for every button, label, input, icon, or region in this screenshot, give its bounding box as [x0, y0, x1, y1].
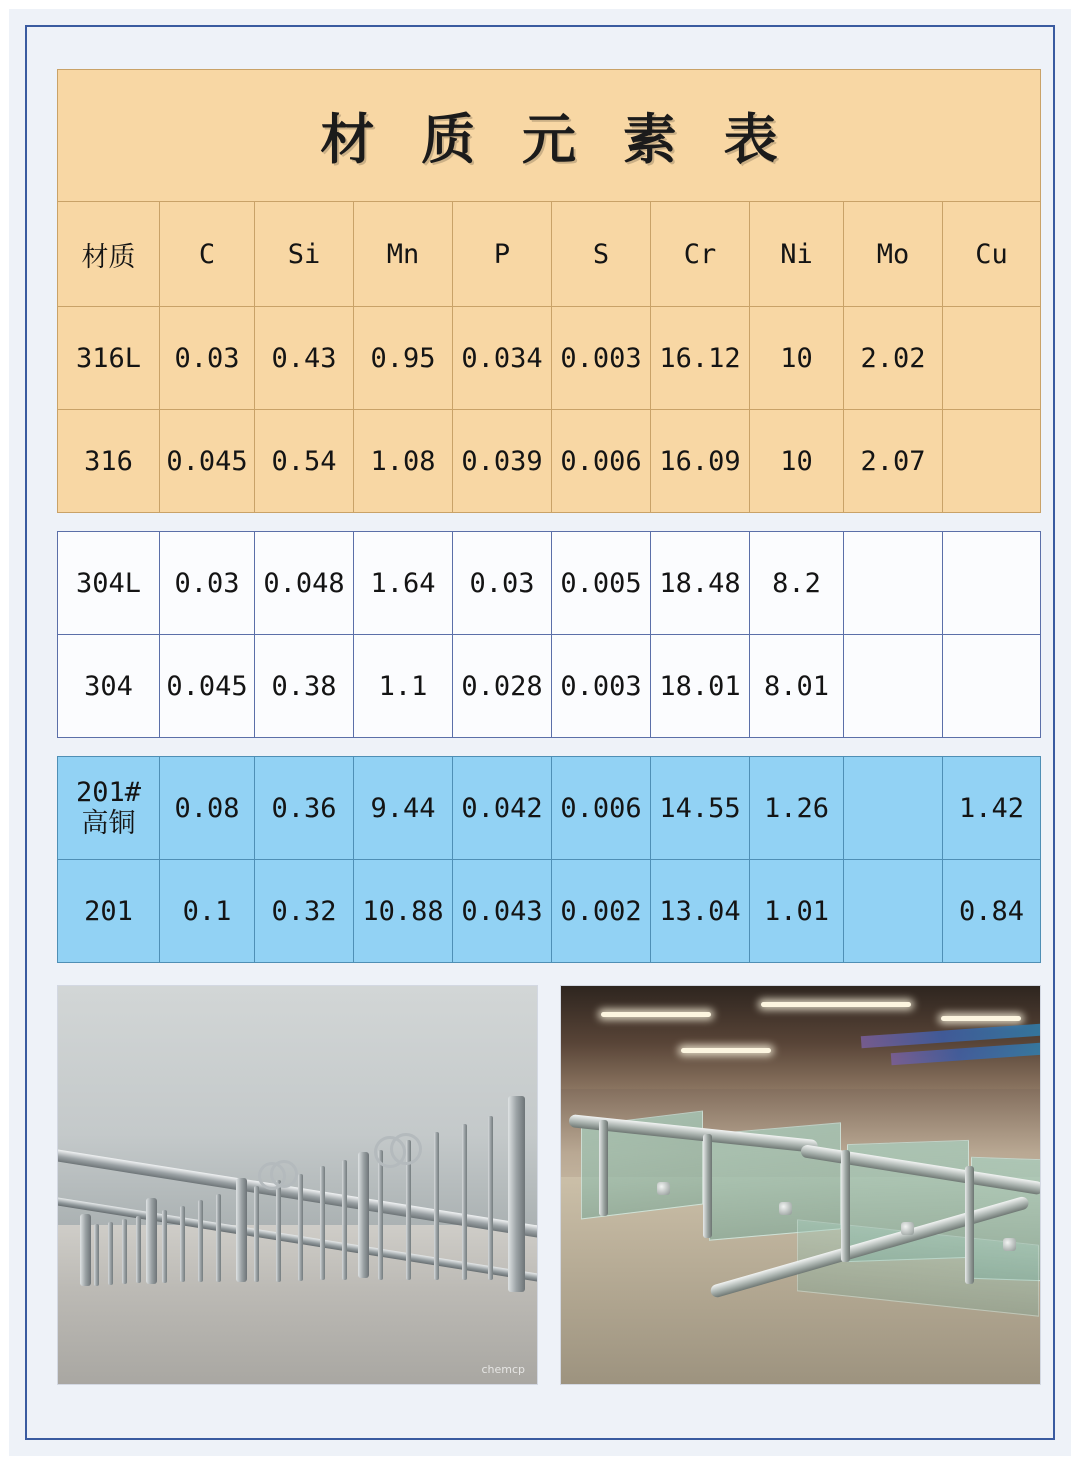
table-row	[58, 410, 1041, 513]
cell-material: 316	[58, 410, 160, 513]
railing-baluster	[180, 1206, 185, 1282]
cell-s: 0.002	[552, 860, 651, 963]
balustrade-post	[841, 1150, 850, 1262]
cell-mo	[844, 757, 943, 860]
photo-bridge-railing	[57, 985, 538, 1385]
cell-cr: 18.01	[651, 635, 750, 738]
cell-p: 0.042	[453, 757, 552, 860]
railing-post	[236, 1178, 247, 1282]
railing-baluster	[488, 1116, 493, 1280]
cell-c: 0.045	[160, 410, 255, 513]
column-header-cr: Cr	[651, 202, 750, 307]
material-table-201	[57, 756, 1041, 963]
table-row	[58, 532, 1041, 635]
cell-cu	[943, 635, 1041, 738]
material-table-316	[57, 201, 1041, 513]
railing-post	[80, 1214, 91, 1286]
table-row	[58, 757, 1041, 860]
railing-baluster	[198, 1200, 203, 1282]
cell-cr: 16.09	[651, 410, 750, 513]
cell-si: 0.43	[255, 307, 354, 410]
railing-ring-decoration	[390, 1133, 422, 1165]
cell-s: 0.003	[552, 635, 651, 738]
railing-post	[146, 1198, 157, 1284]
railing-baluster	[136, 1216, 141, 1283]
cell-ni: 1.26	[750, 757, 844, 860]
poster-content	[57, 69, 1041, 1385]
page-title: 材 质 元 素 表	[320, 107, 792, 171]
cell-p: 0.039	[453, 410, 552, 513]
cell-mn: 1.64	[354, 532, 453, 635]
cell-c: 0.08	[160, 757, 255, 860]
cell-mo	[844, 860, 943, 963]
photo-mall-balustrade	[560, 985, 1041, 1385]
cell-cu	[943, 307, 1041, 410]
cell-cr: 16.12	[651, 307, 750, 410]
cell-cr: 13.04	[651, 860, 750, 963]
glass-clamp	[1003, 1238, 1016, 1251]
cell-material: 201	[58, 860, 160, 963]
cell-cr: 14.55	[651, 757, 750, 860]
balustrade-post	[703, 1134, 712, 1238]
column-header-mn: Mn	[354, 202, 453, 307]
cell-cr: 18.48	[651, 532, 750, 635]
cell-mn: 9.44	[354, 757, 453, 860]
cell-mn: 1.08	[354, 410, 453, 513]
table-row	[58, 860, 1041, 963]
railing-baluster	[276, 1180, 281, 1282]
cell-mn: 1.1	[354, 635, 453, 738]
balustrade-post	[599, 1120, 608, 1216]
cell-material: 201# 高铜	[58, 757, 160, 860]
cell-si: 0.38	[255, 635, 354, 738]
cell-si: 0.36	[255, 757, 354, 860]
cell-s: 0.006	[552, 757, 651, 860]
column-header-cu: Cu	[943, 202, 1041, 307]
railing-baluster	[122, 1219, 127, 1284]
material-table-304	[57, 531, 1041, 738]
cell-ni: 8.2	[750, 532, 844, 635]
cell-cu	[943, 532, 1041, 635]
column-header-c: C	[160, 202, 255, 307]
glass-clamp	[779, 1202, 792, 1215]
railing-baluster	[462, 1124, 467, 1280]
cell-p: 0.028	[453, 635, 552, 738]
cell-si: 0.54	[255, 410, 354, 513]
railing-post	[508, 1096, 525, 1292]
table-header-row	[58, 202, 1041, 307]
cell-cu: 0.84	[943, 860, 1041, 963]
balustrade-post	[965, 1166, 974, 1284]
cell-si: 0.32	[255, 860, 354, 963]
cell-p: 0.043	[453, 860, 552, 963]
ceiling-light	[601, 1012, 711, 1017]
cell-s: 0.006	[552, 410, 651, 513]
photo-row	[57, 985, 1041, 1385]
cell-si: 0.048	[255, 532, 354, 635]
cell-cu	[943, 410, 1041, 513]
railing-baluster	[298, 1174, 303, 1281]
column-header-ni: Ni	[750, 202, 844, 307]
cell-mo: 2.02	[844, 307, 943, 410]
cell-s: 0.003	[552, 307, 651, 410]
railing-baluster	[216, 1194, 221, 1282]
cell-s: 0.005	[552, 532, 651, 635]
cell-cu: 1.42	[943, 757, 1041, 860]
cell-mn: 0.95	[354, 307, 453, 410]
railing-baluster	[94, 1224, 99, 1286]
column-header-s: S	[552, 202, 651, 307]
ceiling-light	[681, 1048, 771, 1053]
table-row	[58, 635, 1041, 738]
cell-c: 0.045	[160, 635, 255, 738]
column-header-p: P	[453, 202, 552, 307]
column-header-material: 材质	[58, 202, 160, 307]
cell-mo	[844, 532, 943, 635]
cell-mo: 2.07	[844, 410, 943, 513]
column-header-mo: Mo	[844, 202, 943, 307]
cell-c: 0.1	[160, 860, 255, 963]
title-band	[57, 69, 1041, 201]
railing-baluster	[254, 1186, 259, 1282]
cell-material: 304	[58, 635, 160, 738]
ceiling-light	[941, 1016, 1021, 1021]
cell-c: 0.03	[160, 532, 255, 635]
railing-post	[358, 1152, 369, 1278]
cell-material: 304L	[58, 532, 160, 635]
railing-baluster	[342, 1160, 347, 1280]
cell-ni: 10	[750, 307, 844, 410]
table-row	[58, 307, 1041, 410]
railing-baluster	[108, 1222, 113, 1285]
railing-baluster	[434, 1132, 439, 1280]
railing-baluster	[162, 1210, 167, 1283]
cell-ni: 8.01	[750, 635, 844, 738]
photo-watermark: chemcp	[481, 1363, 525, 1376]
cell-mo	[844, 635, 943, 738]
glass-clamp	[901, 1222, 914, 1235]
cell-p: 0.03	[453, 532, 552, 635]
railing-baluster	[378, 1150, 383, 1280]
glass-clamp	[657, 1182, 670, 1195]
cell-ni: 10	[750, 410, 844, 513]
cell-material: 316L	[58, 307, 160, 410]
column-header-si: Si	[255, 202, 354, 307]
cell-c: 0.03	[160, 307, 255, 410]
ceiling-light	[761, 1002, 911, 1007]
cell-mn: 10.88	[354, 860, 453, 963]
cell-ni: 1.01	[750, 860, 844, 963]
cell-p: 0.034	[453, 307, 552, 410]
railing-ring-decoration	[270, 1160, 298, 1188]
railing-baluster	[320, 1166, 325, 1280]
